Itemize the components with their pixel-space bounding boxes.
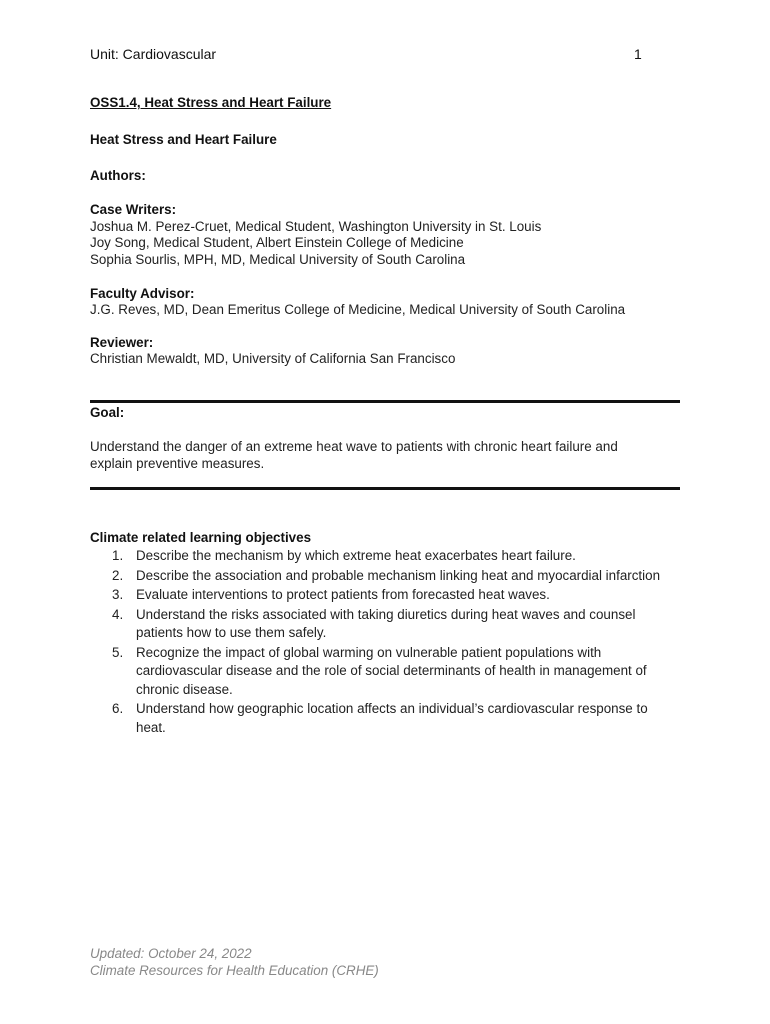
footer-org: Climate Resources for Health Education (CRHE) xyxy=(90,963,379,978)
case-code-title: OSS1.4, Heat Stress and Heart Failure xyxy=(90,95,332,110)
case-writers-heading: Case Writers: xyxy=(90,202,177,217)
reviewer-heading: Reviewer: xyxy=(90,335,154,350)
objectives-list xyxy=(90,547,680,738)
faculty-advisor-name: J.G. Reves, MD, Dean Emeritus College of Medicine, Medical University of South Carolina xyxy=(90,302,626,317)
objective-number: 4. xyxy=(112,606,124,622)
objective-item xyxy=(90,586,680,605)
objective-number: 2. xyxy=(112,567,124,583)
objective-item xyxy=(90,644,680,700)
document-title: Heat Stress and Heart Failure xyxy=(90,132,277,147)
page-number: 1 xyxy=(634,46,642,62)
objective-item xyxy=(90,700,680,737)
reviewer-name: Christian Mewaldt, MD, University of California San Francisco xyxy=(90,351,456,366)
objective-text: Understand how geographic location affects an individual’s cardiovascular response to heat. xyxy=(136,701,648,735)
case-writer-name: Sophia Sourlis, MPH, MD, Medical University of South Carolina xyxy=(90,252,466,267)
objective-number: 6. xyxy=(112,701,124,716)
objectives-heading: Climate related learning objectives xyxy=(90,530,312,545)
objective-text: Describe the association and probable mechanism linking heat and myocardial infarction xyxy=(136,567,661,583)
objective-text: Evaluate interventions to protect patients from forecasted heat waves. xyxy=(136,587,550,602)
faculty-advisor-heading: Faculty Advisor: xyxy=(90,286,195,301)
footer-updated: Updated: October 24, 2022 xyxy=(90,946,252,961)
objective-number: 3. xyxy=(112,587,124,602)
goal-heading: Goal: xyxy=(90,405,125,420)
objective-item xyxy=(90,606,680,643)
case-writer-name: Joy Song, Medical Student, Albert Einstein College of Medicine xyxy=(90,235,464,250)
objective-text: Understand the risks associated with taking diuretics during heat waves and counsel patients how to use them safely. xyxy=(136,606,636,640)
header-unit: Unit: Cardiovascular xyxy=(90,46,217,62)
objective-text: Describe the mechanism by which extreme heat exacerbates heart failure. xyxy=(136,548,576,563)
goal-text-line: Understand the danger of an extreme heat wave to patients with chronic heart failure and xyxy=(90,439,618,454)
case-writer-name: Joshua M. Perez-Cruet, Medical Student, Washington University in St. Louis xyxy=(90,219,542,234)
authors-heading: Authors: xyxy=(90,168,146,183)
objective-number: 5. xyxy=(112,644,124,660)
objective-item xyxy=(90,547,680,566)
objective-item xyxy=(90,567,680,586)
section-divider xyxy=(90,487,680,490)
section-divider xyxy=(90,400,680,403)
goal-text-line: explain preventive measures. xyxy=(90,456,265,471)
objective-number: 1. xyxy=(112,548,124,563)
objective-text: Recognize the impact of global warming on vulnerable patient populations with cardiovascular disease and the role of social determinants of health in management of chronic disease. xyxy=(136,644,647,697)
